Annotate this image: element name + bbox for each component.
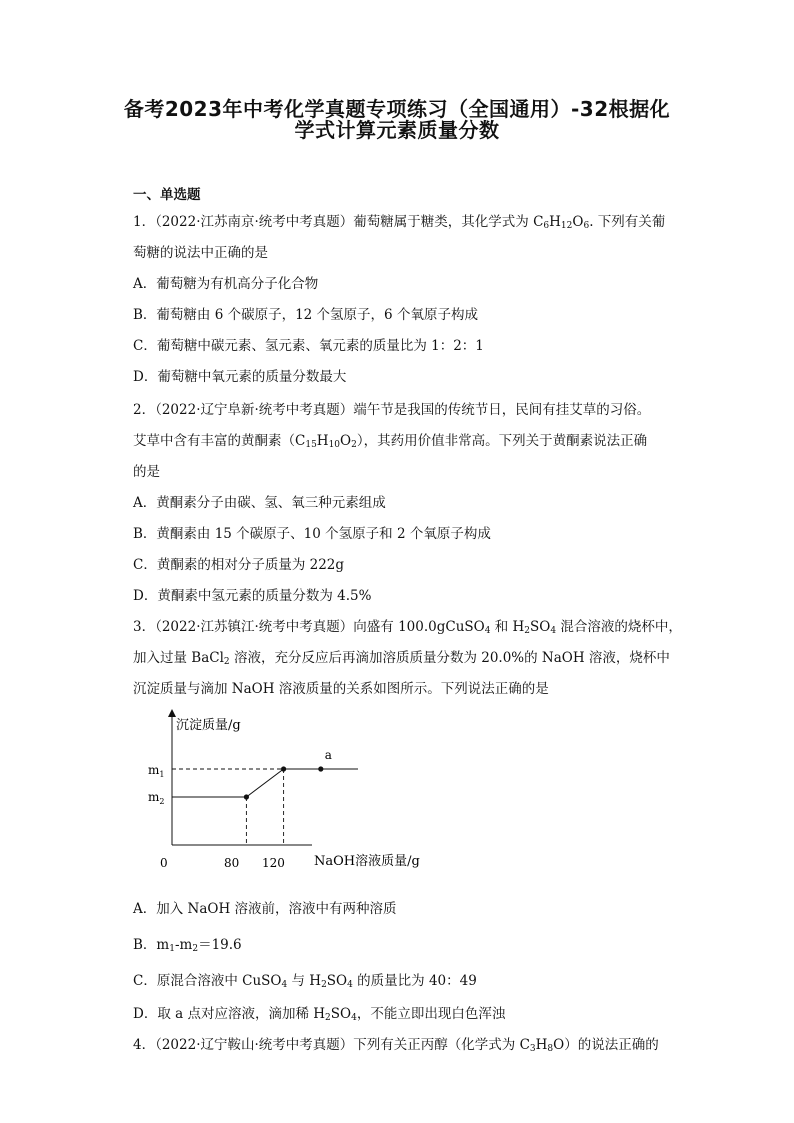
section-heading: 一、单选题: [133, 187, 201, 203]
x-tick-label-80: 80: [224, 856, 240, 870]
document-title-line-1: 备考2023年中考化学真题专项练习（全国通用）-32根据化: [123, 97, 671, 121]
q1-option-b: B．葡萄糖由 6 个碳原子，12 个氢原子，6 个氧原子构成: [133, 307, 478, 323]
q3-option-a: A．加入 NaOH 溶液前，溶液中有两种溶质: [133, 901, 397, 917]
q3-stem-line-1: 3．（2022·江苏镇江·统考中考真题）向盛有 100.0gCuSO$_4$ 和 $H_2SO_4$ 混合溶液的烧杯中，: [133, 619, 682, 636]
y-axis-label: 沉淀质量/g: [176, 718, 241, 733]
q3-option-d: D．取 a 点对应溶液，滴加稀 $H_2SO_4$，不能立即出现白色浑浊: [133, 1006, 506, 1023]
q1-option-a: A．葡萄糖为有机高分子化合物: [133, 276, 319, 292]
document-title-line-2: 学式计算元素质量分数: [294, 118, 500, 142]
q2-stem-line-1: 2．（2022·辽宁阜新·统考中考真题）端午节是我国的传统节日，民间有挂艾草的习俗。: [133, 402, 651, 418]
q1-stem-line-1: 1．（2022·江苏南京·统考中考真题）葡萄糖属于糖类，其化学式为 $C_6H_{12}O_6$. 下列有关葡: [133, 214, 666, 231]
q2-stem-line-2: 艾草中含有丰富的黄酮素$(C_{15}H_{10}O_2)$，其药用价值非常高。下列关于黄酮素说法正确: [133, 433, 648, 450]
q1-option-d: D．葡萄糖中氧元素的质量分数最大: [133, 369, 347, 385]
q3-option-b: B．$m_1-m_2=19.6$: [133, 937, 242, 954]
q4-stem-line-1: 4．（2022·辽宁鞍山·统考中考真题）下列有关正丙醇（化学式为 $C_3H_8O$）的说法正确的: [133, 1037, 659, 1054]
q3-option-c: C．原混合溶液中 CuSO$_4$ 与 $H_2SO_4$ 的质量比为 40：49: [133, 973, 477, 990]
q1-option-c: C．葡萄糖中碳元素、氢元素、氧元素的质量比为 1：2：1: [133, 338, 484, 354]
data-point-a: [318, 766, 323, 771]
q2-stem-line-3: 的是: [133, 464, 160, 480]
q2-option-a: A．黄酮素分子由碳、氢、氧三种元素组成: [133, 495, 386, 511]
origin-label: 0: [160, 856, 168, 870]
q2-option-d: D．黄酮素中氢元素的质量分数为 4.5%: [133, 588, 372, 604]
x-axis-label: NaOH溶液质量/g: [314, 854, 420, 869]
precipitate-mass-chart: [140, 705, 450, 875]
data-point-1: [281, 766, 286, 771]
q1-stem-line-2: 萄糖的说法中正确的是: [133, 245, 268, 261]
x-tick-label-120: 120: [262, 856, 285, 870]
q2-option-b: B．黄酮素由 15 个碳原子、10 个氢原子和 2 个氧原子构成: [133, 526, 491, 542]
series-line-precipitate-mass: [172, 769, 358, 797]
y-tick-label-m1: $m_1$: [148, 763, 165, 779]
q2-option-c: C．黄酮素的相对分子质量为 222g: [133, 557, 345, 573]
y-tick-label-m2: $m_2$: [148, 790, 165, 806]
data-point-0: [244, 794, 249, 799]
q3-stem-line-3: 沉淀质量与滴加 NaOH 溶液质量的关系如图所示。下列说法正确的是: [133, 681, 549, 697]
point-a-label: a: [324, 748, 332, 762]
q3-stem-line-2: 加入过量 BaCl$_2$ 溶液，充分反应后再滴加溶质质量分数为 20.0%的 NaOH 溶液，烧杯中: [133, 650, 670, 667]
